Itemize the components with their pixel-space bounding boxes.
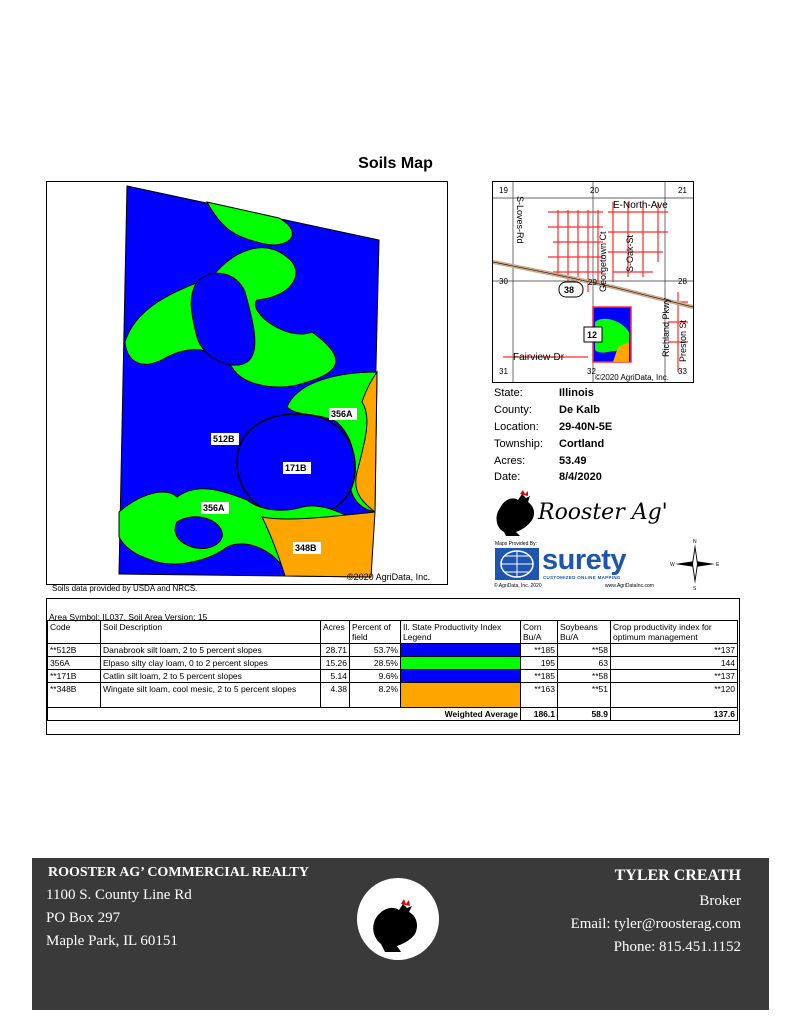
average-label: Weighted Average — [48, 708, 521, 721]
cell-code: **512B — [48, 644, 101, 657]
sec-29: 29 — [588, 278, 597, 287]
company-name: ROOSTER AG’ COMMERCIAL REALTY — [48, 865, 309, 880]
info-row-acres — [494, 452, 612, 469]
agent-email[interactable]: Email: tyler@roosterag.com — [570, 916, 741, 932]
header-percent: Percent of field — [350, 621, 401, 644]
globe-icon — [495, 548, 539, 580]
sec-28: 28 — [678, 277, 687, 286]
legend-area-symbol: Area Symbol: IL037, Soil Area Version: 15 — [49, 612, 208, 622]
cell-soy: 63 — [558, 657, 611, 670]
sec-19: 19 — [499, 186, 508, 195]
cell-pct: 53.7% — [350, 644, 401, 657]
average-soy: 58.9 — [558, 708, 611, 721]
usda-note: Soils data provided by USDA and NRCS. — [52, 584, 198, 593]
label-356a-right: 356A — [331, 409, 353, 419]
compass-icon — [669, 538, 721, 590]
info-value: De Kalb — [559, 404, 600, 417]
info-row-date — [494, 469, 612, 486]
cell-cpi: **120 — [611, 683, 738, 708]
map-copyright: ©2020 AgriData, Inc. — [347, 572, 431, 582]
label-512b: 512B — [213, 434, 235, 444]
header-code: Code — [48, 621, 101, 644]
cell-acres: 28.71 — [321, 644, 350, 657]
info-label: Date: — [494, 471, 521, 484]
cell-soy: **58 — [558, 670, 611, 683]
road-loves-rd: S-Loves-Rd — [515, 196, 525, 244]
table-row — [48, 670, 738, 683]
soil-legend-table — [47, 620, 738, 721]
cell-corn: 195 — [521, 657, 558, 670]
header-acres: Acres — [321, 621, 350, 644]
footer — [32, 858, 769, 1010]
info-value: 8/4/2020 — [559, 471, 602, 484]
cell-soy: **58 — [558, 644, 611, 657]
address-line-1: 1100 S. County Line Rd — [46, 887, 192, 903]
average-cpi: 137.6 — [611, 708, 738, 721]
cell-cpi: **137 — [611, 644, 738, 657]
header-soybeans: Soybeans Bu/A — [558, 621, 611, 644]
rooster-logo-text: Rooster Ag' — [538, 500, 668, 525]
cell-desc: Wingate silt loam, cool mesic, 2 to 5 percent slopes — [101, 683, 321, 708]
sec-30: 30 — [499, 277, 508, 286]
cell-soy: **51 — [558, 683, 611, 708]
label-348b: 348B — [295, 543, 317, 553]
road-georgetown: Georgetown Ct — [598, 231, 608, 292]
table-row — [48, 657, 738, 670]
sec-32: 32 — [587, 367, 596, 376]
cell-pct: 28.5% — [350, 657, 401, 670]
legend-swatch — [401, 644, 521, 657]
cell-cpi: **137 — [611, 670, 738, 683]
maps-provided-label: Maps Provided By: — [495, 541, 537, 547]
info-row-location — [494, 419, 612, 436]
compass-n: N — [693, 539, 697, 545]
cell-corn: **185 — [521, 670, 558, 683]
info-row-township — [494, 435, 612, 452]
cell-acres: 5.14 — [321, 670, 350, 683]
info-label: County: — [494, 404, 532, 417]
locator-map — [492, 181, 694, 383]
sec-31: 31 — [499, 367, 508, 376]
sec-20: 20 — [590, 186, 599, 195]
property-info — [494, 385, 612, 486]
road-preston: Preston St — [678, 319, 688, 362]
cell-code: **171B — [48, 670, 101, 683]
surety-url: www.AgriDataInc.com — [605, 583, 654, 589]
cell-desc: Catlin silt loam, 2 to 5 percent slopes — [101, 670, 321, 683]
cell-corn: **163 — [521, 683, 558, 708]
table-row — [48, 644, 738, 657]
cell-desc: Danabrook silt loam, 2 to 5 percent slopes — [101, 644, 321, 657]
info-label: State: — [494, 387, 523, 400]
info-row-state — [494, 385, 612, 402]
page-title: Soils Map — [358, 155, 433, 172]
label-356a-bottom: 356A — [203, 503, 225, 513]
cell-acres: 15.26 — [321, 657, 350, 670]
address-line-3: Maple Park, IL 60151 — [46, 933, 178, 949]
cell-acres: 4.38 — [321, 683, 350, 708]
compass-s: S — [693, 586, 697, 590]
info-label: Acres: — [494, 454, 526, 467]
legend-header-row — [48, 621, 738, 644]
header-corn: Corn Bu/A — [521, 621, 558, 644]
cell-code: **348B — [48, 683, 101, 708]
info-value: 53.49 — [559, 454, 587, 467]
road-north-ave: E-North-Ave — [613, 200, 668, 211]
cell-corn: **185 — [521, 644, 558, 657]
agent-phone[interactable]: Phone: 815.451.1152 — [613, 939, 741, 955]
cell-pct: 8.2% — [350, 683, 401, 708]
header-index-legend: Il. State Productivity Index Legend — [401, 621, 521, 644]
legend-swatch — [401, 657, 521, 670]
rooster-footer-icon — [357, 878, 439, 960]
cell-desc: Elpaso silty clay loam, 0 to 2 percent slopes — [101, 657, 321, 670]
cell-code: 356A — [48, 657, 101, 670]
surety-copyright: © AgriData, Inc. 2020 — [494, 583, 542, 589]
road-fairview: Fairview-Dr — [513, 352, 565, 363]
average-corn: 186.1 — [521, 708, 558, 721]
road-richland: Richland Pkwy — [661, 297, 671, 357]
legend-swatch — [401, 683, 521, 708]
sec-21: 21 — [678, 186, 687, 195]
surety-logo-text: surety — [542, 544, 627, 576]
soils-map — [46, 181, 448, 585]
compass-w: W — [670, 562, 675, 568]
surety-tagline: CUSTOMIZED ONLINE MAPPING — [543, 575, 621, 580]
table-row — [48, 683, 738, 708]
cell-cpi: 144 — [611, 657, 738, 670]
locator-copyright: ©2020 AgriData, Inc. — [595, 373, 669, 382]
info-row-county — [494, 402, 612, 419]
agent-name: TYLER CREATH — [614, 867, 741, 884]
label-171b: 171B — [285, 463, 307, 473]
info-label: Location: — [494, 420, 539, 433]
legend-swatch — [401, 670, 521, 683]
header-description: Soil Description — [101, 621, 321, 644]
weighted-average-row — [48, 708, 738, 721]
info-value: Cortland — [559, 437, 605, 450]
route-12: 12 — [587, 330, 598, 340]
info-value: Illinois — [559, 387, 594, 400]
road-oak-st: S-Oak-St — [625, 234, 635, 272]
info-value: 29-40N-5E — [559, 420, 613, 433]
sec-33: 33 — [678, 367, 687, 376]
address-line-2: PO Box 297 — [46, 910, 121, 926]
agent-title: Broker — [699, 893, 741, 909]
info-label: Township: — [494, 437, 543, 450]
cell-pct: 9.6% — [350, 670, 401, 683]
header-cpi: Crop productivity index for optimum management — [611, 621, 738, 644]
compass-e: E — [716, 562, 720, 568]
route-38: 38 — [564, 285, 575, 295]
